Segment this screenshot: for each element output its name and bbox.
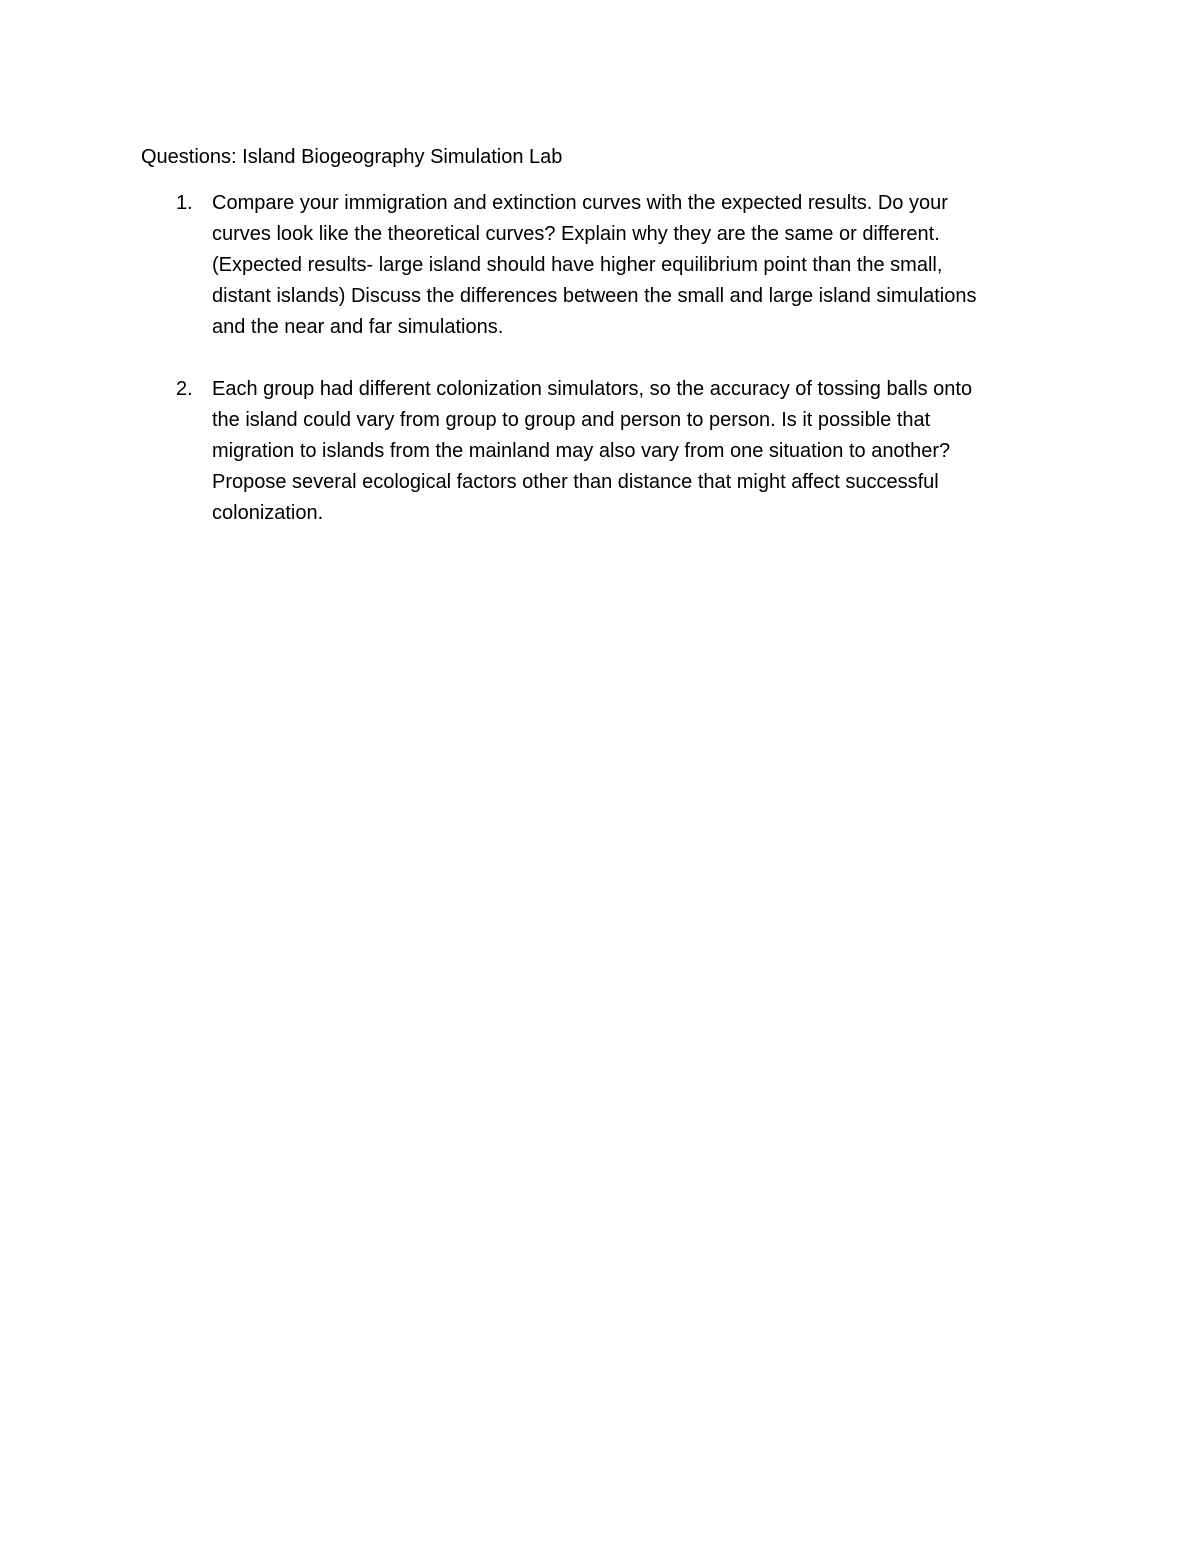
question-number: 1. [176,192,193,214]
question-text-line: colonization. [212,502,324,524]
question-text-line: curves look like the theoretical curves? Explain why they are the same or different. [212,223,940,245]
question-text-line: distant islands) Discuss the differences between the small and large island simulations [212,285,977,307]
document-title: Questions: Island Biogeography Simulation Lab [141,146,563,168]
question-text-line: migration to islands from the mainland may also vary from one situation to another? [212,440,951,462]
question-list [141,188,1041,529]
question-item-1 [141,188,1041,343]
question-item-2 [141,374,1041,529]
question-text-line: Each group had different colonization simulators, so the accuracy of tossing balls onto [212,378,973,400]
question-number: 2. [176,378,193,400]
question-text-line: Compare your immigration and extinction curves with the expected results. Do your [212,192,948,214]
question-text-line: and the near and far simulations. [212,316,504,338]
question-text-line: the island could vary from group to group and person to person. Is it possible that [212,409,931,431]
question-text-line: Propose several ecological factors other than distance that might affect successful [212,471,939,493]
question-text-line: (Expected results- large island should have higher equilibrium point than the small, [212,254,943,276]
